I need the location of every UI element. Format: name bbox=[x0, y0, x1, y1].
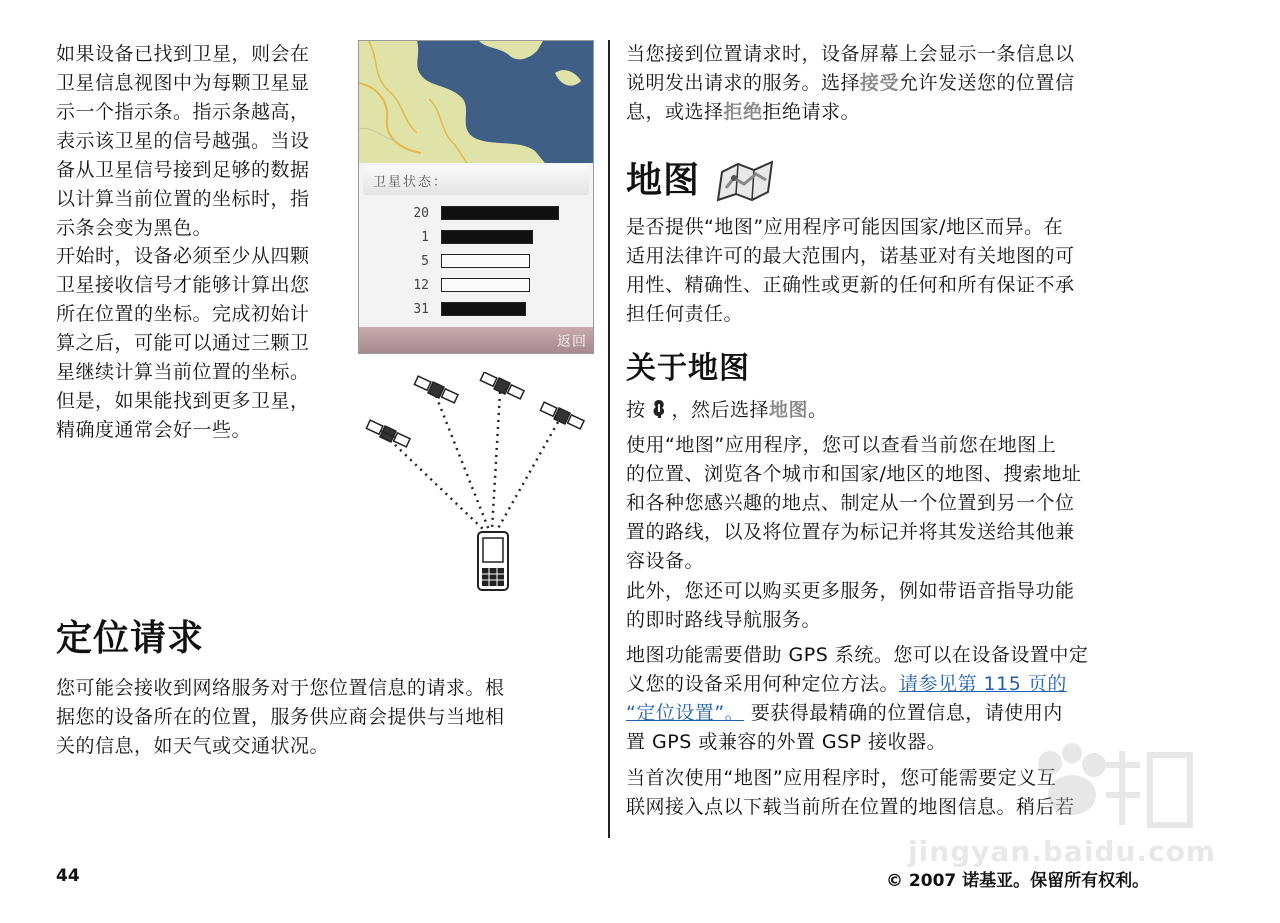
text-line: 的即时路线导航服务。 bbox=[626, 609, 822, 631]
text-line: 关的信息，如天气或交通状况。 bbox=[56, 735, 330, 757]
text-line: 示一个指示条。指示条越高， bbox=[56, 101, 310, 123]
satellite-id: 31 bbox=[413, 302, 429, 317]
text-line: 精确度通常会好一些。 bbox=[56, 419, 252, 441]
text-line: 开始时，设备必须至少从四颗 bbox=[56, 245, 310, 267]
watermark-text: jingyan.baidu.com bbox=[908, 835, 1217, 868]
request-paragraph: 当您接到位置请求时，设备屏幕上会显示一条信息以 说明发出请求的服务。选择接受允许发送您的位置信 息，或选择拒绝拒绝请求。 bbox=[626, 43, 1075, 123]
signal-bar bbox=[441, 302, 526, 316]
satellite-id: 20 bbox=[413, 206, 429, 221]
text-line: 表示该卫星的信号越强。当设 bbox=[56, 130, 310, 152]
satellite-id: 12 bbox=[413, 278, 429, 293]
maps-term: 地图 bbox=[769, 399, 809, 421]
reject-term: 拒绝 bbox=[723, 101, 763, 123]
text-line: 担任何责任。 bbox=[626, 303, 744, 325]
page-number: 44 bbox=[56, 866, 80, 886]
screen-title: 卫星状态： bbox=[373, 175, 449, 190]
text-line: 卫星信息视图中为每颗卫星显 bbox=[56, 72, 310, 94]
text-line: 如果设备已找到卫星，则会在 bbox=[56, 43, 310, 65]
menu-key-icon bbox=[650, 398, 668, 420]
text-line: 当首次使用“地图”应用程序时，您可能需要定义互 bbox=[626, 767, 1057, 789]
signal-bar bbox=[441, 254, 530, 268]
satellite-id: 5 bbox=[421, 254, 429, 269]
text-line: 用性、精确性、正确性或更新的任何和所有保证不承 bbox=[626, 274, 1075, 296]
positioning-settings-link[interactable]: “定位设置”。 bbox=[626, 702, 745, 724]
text-line: 卫星接收信号才能够计算出您 bbox=[56, 274, 310, 296]
text-line: 但是，如果能找到更多卫星， bbox=[56, 390, 310, 412]
signal-bar bbox=[441, 278, 530, 292]
satellite-row bbox=[359, 275, 593, 297]
maps-app-icon bbox=[716, 158, 776, 202]
satellite-status-screenshot bbox=[358, 40, 594, 354]
map-thumbnail bbox=[359, 41, 593, 163]
text-line: 据您的设备所在的位置，服务供应商会提供与当地相 bbox=[56, 706, 505, 728]
back-softkey[interactable]: 返回 bbox=[557, 334, 587, 350]
text-line: 星继续计算当前位置的坐标。 bbox=[56, 361, 310, 383]
heading-location-request: 定位请求 bbox=[56, 618, 205, 659]
text-line: 和各种您感兴趣的地点、制定从一个位置到另一个位 bbox=[626, 492, 1075, 514]
text-line: 算之后，可能可以通过三颗卫 bbox=[56, 332, 310, 354]
text-line: 以计算当前位置的坐标时，指 bbox=[56, 188, 310, 210]
heading-about-maps: 关于地图 bbox=[626, 351, 750, 386]
text-line: 使用“地图”应用程序，您可以查看当前您在地图上 bbox=[626, 434, 1057, 456]
satellite-row bbox=[359, 203, 593, 225]
column-divider bbox=[608, 40, 610, 838]
text-line: 备从卫星信号接到足够的数据 bbox=[56, 159, 310, 181]
satellite-row bbox=[359, 251, 593, 273]
text-line: 容设备。 bbox=[626, 550, 705, 572]
see-page-link[interactable]: 请参见第 115 页的 bbox=[899, 673, 1067, 695]
baidu-watermark bbox=[900, 725, 1217, 870]
text-line: 此外，您还可以购买更多服务，例如带语音指导功能 bbox=[626, 580, 1075, 602]
satellite-row bbox=[359, 299, 593, 321]
satellites-diagram bbox=[360, 372, 600, 594]
phone-icon bbox=[478, 532, 508, 590]
accept-term: 接受 bbox=[860, 72, 900, 94]
paw-logo-icon bbox=[900, 725, 1200, 835]
press-instruction: 按 ，然后选择地图。 bbox=[626, 399, 828, 421]
gps-paragraph: 地图功能需要借助 GPS 系统。您可以在设备设置中定 义您的设备采用何种定位方法。请参见第 115 页的 “定位设置”。 要获得最精确的位置信息，请使用内 置 GPS 或兼容的外置 GSP 接收器。 bbox=[626, 644, 1089, 753]
satellite-icon bbox=[366, 372, 585, 449]
text-line: 所在位置的坐标。完成初始计 bbox=[56, 303, 310, 325]
text-line: 示条会变为黑色。 bbox=[56, 217, 213, 239]
text-line: 置的路线，以及将位置存为标记并将其发送给其他兼 bbox=[626, 521, 1075, 543]
copyright-notice: © 2007 诺基亚。保留所有权利。 bbox=[886, 871, 1150, 891]
signal-bar bbox=[441, 230, 533, 244]
signal-bar bbox=[441, 206, 559, 220]
text-line: 联网接入点以下载当前所在位置的地图信息。稍后若 bbox=[626, 796, 1075, 818]
text-line: 是否提供“地图”应用程序可能因国家/地区而异。在 bbox=[626, 216, 1064, 238]
signal-lines bbox=[390, 392, 558, 532]
text-line: 您可能会接收到网络服务对于您位置信息的请求。根 bbox=[56, 677, 505, 699]
satellite-row bbox=[359, 227, 593, 249]
text-line: 适用法律许可的最大范围内，诺基亚对有关地图的可 bbox=[626, 245, 1075, 267]
text-line: 的位置、浏览各个城市和国家/地区的地图、搜索地址 bbox=[626, 463, 1082, 485]
satellite-id: 1 bbox=[421, 230, 429, 245]
heading-maps: 地图 bbox=[626, 160, 701, 201]
softkey-bar bbox=[359, 327, 593, 353]
